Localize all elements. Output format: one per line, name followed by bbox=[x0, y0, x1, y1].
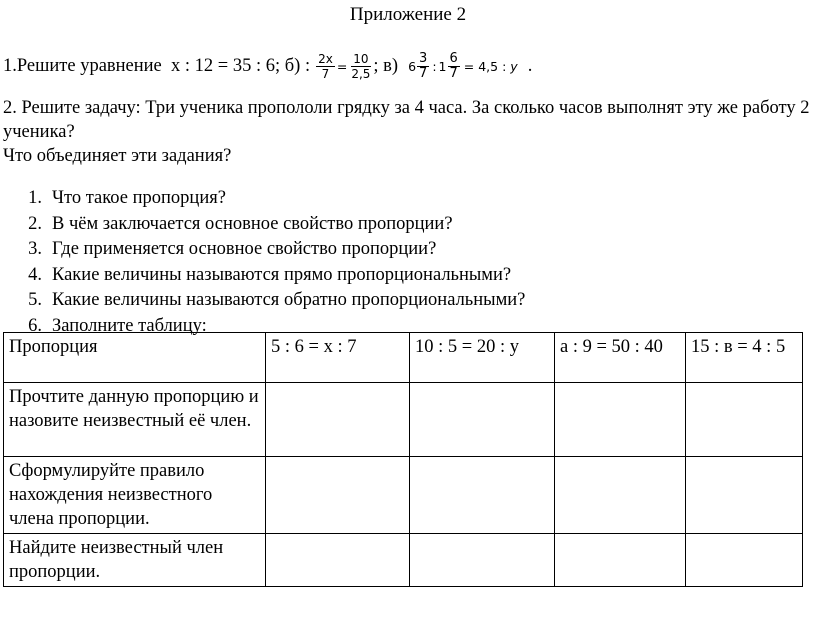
proportion-table bbox=[3, 332, 803, 587]
fraction-numerator: 6 bbox=[449, 51, 458, 66]
separator-text: ; в) bbox=[373, 56, 399, 76]
task-2-block bbox=[3, 96, 813, 168]
table-header-cell: а : 9 = 50 : 40 bbox=[555, 333, 686, 383]
table-cell[interactable] bbox=[410, 534, 555, 587]
task-question-text: Что объединяет эти задания? bbox=[3, 146, 232, 166]
list-item bbox=[0, 186, 525, 212]
whole-part: 6 bbox=[408, 59, 417, 74]
fraction-3-7 bbox=[417, 52, 429, 81]
fraction-numerator: 3 bbox=[419, 51, 428, 66]
variable-y: y bbox=[510, 59, 518, 74]
questions-list bbox=[0, 186, 525, 339]
table-row bbox=[4, 383, 803, 457]
table-cell: Сформулируйте правило нахождения неизвестного члена пропорции. bbox=[4, 457, 266, 534]
expression-rest: = 4,5 : bbox=[463, 59, 507, 74]
list-number: 6. bbox=[28, 315, 42, 336]
table-cell[interactable] bbox=[686, 383, 803, 457]
table-cell[interactable] bbox=[686, 534, 803, 587]
end-period: . bbox=[527, 56, 533, 76]
fraction-numerator: 10 bbox=[353, 52, 369, 66]
fraction-denominator: 7 bbox=[449, 66, 458, 81]
table-cell[interactable] bbox=[555, 534, 686, 587]
list-text: Какие величины называются прямо пропорциональными? bbox=[52, 264, 512, 285]
table-header-cell: 15 : в = 4 : 5 bbox=[686, 333, 803, 383]
list-number: 3. bbox=[28, 239, 42, 259]
fraction-2x-7 bbox=[316, 52, 335, 81]
list-number: 5. bbox=[28, 290, 42, 310]
fraction-numerator: 2x bbox=[318, 52, 333, 66]
table-cell[interactable] bbox=[266, 534, 410, 587]
list-number: 2. bbox=[28, 213, 42, 234]
fraction-6-7 bbox=[448, 52, 460, 81]
table-cell[interactable] bbox=[410, 383, 555, 457]
task-1-prefix: 1.Решите уравнение х : 12 = 35 : 6; б) : bbox=[3, 56, 311, 76]
table-header-row bbox=[4, 333, 803, 383]
fraction-denominator: 2,5 bbox=[351, 67, 371, 81]
table-cell[interactable] bbox=[266, 383, 410, 457]
task-1-equations bbox=[3, 52, 532, 81]
table-cell[interactable] bbox=[410, 457, 555, 534]
table-cell[interactable] bbox=[555, 457, 686, 534]
list-text: В чём заключается основное свойство пропорции? bbox=[52, 213, 453, 234]
whole-part: 1 bbox=[438, 59, 447, 74]
list-text: Что такое пропорция? bbox=[52, 188, 226, 208]
table-cell: Найдите неизвестный член пропорции. bbox=[4, 534, 266, 587]
list-text: Заполните таблицу: bbox=[52, 315, 207, 336]
page-title: Приложение 2 bbox=[349, 4, 467, 25]
list-item bbox=[0, 212, 525, 238]
table-row bbox=[4, 457, 803, 534]
table-header-cell: 5 : 6 = х : 7 bbox=[266, 333, 410, 383]
table-cell: Прочтите данную пропорцию и назовите неизвестный её член. bbox=[4, 383, 266, 457]
fraction-denominator: 7 bbox=[419, 66, 428, 81]
table-cell[interactable] bbox=[686, 457, 803, 534]
fraction-denominator: 7 bbox=[321, 67, 330, 81]
list-item bbox=[0, 237, 525, 263]
list-number: 1. bbox=[28, 188, 42, 208]
list-text: Где применяется основное свойство пропорции? bbox=[52, 239, 437, 259]
table-cell[interactable] bbox=[555, 383, 686, 457]
list-item bbox=[0, 263, 525, 289]
table-header-cell: 10 : 5 = 20 : у bbox=[410, 333, 555, 383]
table-header-cell: Пропорция bbox=[4, 333, 266, 383]
task-2-text: 2. Решите задачу: Три ученика пропололи грядку за 4 часа. За сколько часов выполнят эту же работу 2 ученика? bbox=[3, 98, 810, 142]
colon-sign: : bbox=[432, 59, 437, 74]
list-item bbox=[0, 288, 525, 314]
list-number: 4. bbox=[28, 264, 42, 285]
mixed-number-expression bbox=[408, 52, 518, 81]
list-text: Какие величины называются обратно пропорциональными? bbox=[52, 290, 526, 310]
table-row bbox=[4, 534, 803, 587]
fraction-10-2-5 bbox=[349, 52, 372, 81]
equals-sign: = bbox=[336, 59, 348, 74]
table-cell[interactable] bbox=[266, 457, 410, 534]
